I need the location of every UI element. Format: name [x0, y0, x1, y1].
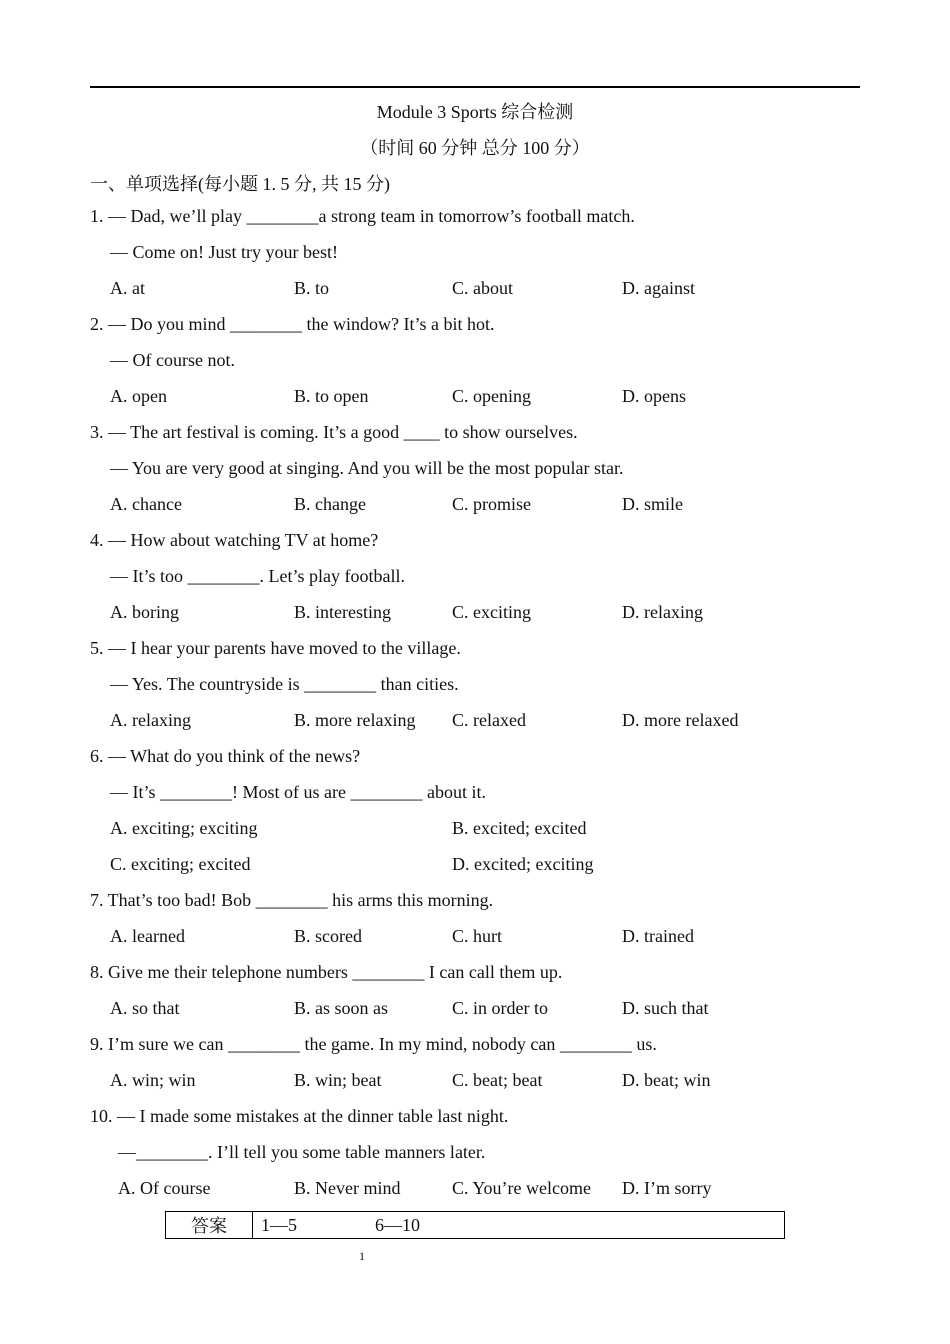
option-b: B. win; beat — [294, 1070, 382, 1090]
option-a: A. open — [110, 386, 167, 406]
option-d: D. against — [622, 278, 695, 298]
option-d: D. beat; win — [622, 1070, 711, 1090]
answer-label: 答案 — [166, 1212, 253, 1239]
option-a: A. at — [110, 278, 145, 298]
option-c: C. hurt — [452, 926, 503, 946]
question-reply: — It’s too ________. Let’s play football. — [110, 566, 405, 586]
question-stem: 8. Give me their telephone numbers ________ I can call them up. — [90, 962, 563, 982]
top-rule — [90, 86, 860, 88]
option-b: B. excited; excited — [452, 818, 587, 838]
question-reply: — You are very good at singing. And you will be the most popular star. — [110, 458, 624, 478]
option-c: C. relaxed — [452, 710, 526, 730]
option-d: D. relaxing — [622, 602, 703, 622]
question-reply: — Yes. The countryside is ________ than cities. — [110, 674, 459, 694]
option-a: A. relaxing — [110, 710, 191, 730]
question-reply: —________. I’ll tell you some table manners later. — [118, 1142, 486, 1162]
option-a: A. exciting; exciting — [110, 818, 258, 838]
question-stem: 7. That’s too bad! Bob ________ his arms this morning. — [90, 890, 494, 910]
option-a: A. learned — [110, 926, 185, 946]
question-reply: — Come on! Just try your best! — [110, 242, 338, 262]
page-number: 1 — [359, 1249, 365, 1263]
question-stem: 4. — How about watching TV at home? — [90, 530, 379, 550]
option-b: B. as soon as — [294, 998, 388, 1018]
option-d: D. trained — [622, 926, 694, 946]
option-c: C. opening — [452, 386, 531, 406]
option-d: D. opens — [622, 386, 686, 406]
option-b: B. to — [294, 278, 330, 298]
question-reply: — It’s ________! Most of us are ________ about it. — [110, 782, 486, 802]
answer-cell[interactable] — [253, 1212, 785, 1239]
option-c: C. promise — [452, 494, 531, 514]
section-heading: 一、单项选择(每小题 1. 5 分, 共 15 分) — [90, 174, 390, 194]
option-c: C. exciting — [452, 602, 531, 622]
option-b: B. change — [294, 494, 366, 514]
question-stem: 3. — The art festival is coming. It’s a good ____ to show ourselves. — [90, 422, 578, 442]
answer-table — [165, 1211, 785, 1239]
option-b: B. to open — [294, 386, 369, 406]
option-a: A. chance — [110, 494, 182, 514]
question-reply: — Of course not. — [110, 350, 235, 370]
option-d: D. more relaxed — [622, 710, 739, 730]
option-b: B. scored — [294, 926, 362, 946]
page-title: Module 3 Sports 综合检测 — [376, 102, 574, 122]
option-a: A. Of course — [118, 1178, 211, 1198]
question-stem: 5. — I hear your parents have moved to the village. — [90, 638, 461, 658]
option-c: C. You’re welcome — [452, 1178, 591, 1198]
option-d: D. such that — [622, 998, 709, 1018]
question-stem: 10. — I made some mistakes at the dinner table last night. — [90, 1106, 509, 1126]
answer-range-1-5: 1—5 — [261, 1214, 297, 1235]
option-c: C. about — [452, 278, 513, 298]
option-c: C. in order to — [452, 998, 548, 1018]
option-a: A. boring — [110, 602, 179, 622]
option-c: C. beat; beat — [452, 1070, 543, 1090]
option-c: C. exciting; excited — [110, 854, 251, 874]
option-a: A. so that — [110, 998, 180, 1018]
question-stem: 6. — What do you think of the news? — [90, 746, 361, 766]
question-stem: 2. — Do you mind ________ the window? It’s a bit hot. — [90, 314, 495, 334]
answer-row — [166, 1212, 785, 1239]
exam-info: （时间 60 分钟 总分 100 分） — [360, 138, 590, 158]
question-stem: 9. I’m sure we can ________ the game. In my mind, nobody can ________ us. — [90, 1034, 657, 1054]
question-stem: 1. — Dad, we’ll play ________a strong team in tomorrow’s football match. — [90, 206, 635, 226]
option-d: D. excited; exciting — [452, 854, 594, 874]
answer-range-6-10: 6—10 — [375, 1214, 420, 1235]
option-d: D. I’m sorry — [622, 1178, 712, 1198]
option-b: B. more relaxing — [294, 710, 416, 730]
option-d: D. smile — [622, 494, 683, 514]
option-b: B. interesting — [294, 602, 391, 622]
option-a: A. win; win — [110, 1070, 196, 1090]
option-b: B. Never mind — [294, 1178, 401, 1198]
